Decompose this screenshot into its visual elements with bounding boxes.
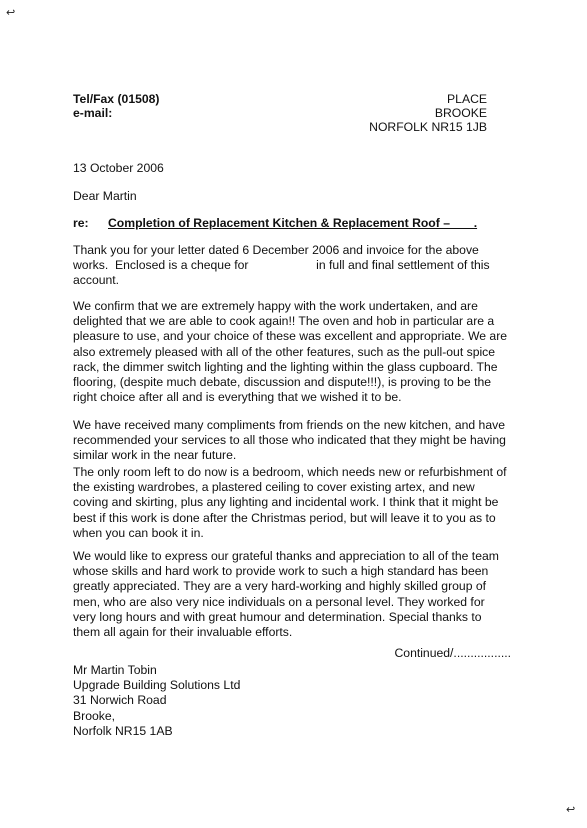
paragraph-line: coving and skirting, plus any lighting and incidental work. I think that it might be <box>73 495 499 510</box>
paragraph-line: flooring, (despite much debate, discussion and dispute!!!), is proving to be the <box>73 375 492 390</box>
paragraph-line: them all again for their invaluable efforts. <box>73 625 293 640</box>
recipient-line: Mr Martin Tobin <box>73 663 157 677</box>
scan-mark-bottom-right: ↩ <box>566 803 576 816</box>
address-line-1: PLACE <box>447 92 487 106</box>
paragraph-line: men, who are also very nice individuals on a personal level. They worked for <box>73 594 485 609</box>
paragraph-line: delighted that we are able to cook again!! The oven and hob in particular are a <box>73 314 495 329</box>
paragraph-line: also extremely pleased with all of the other features, such as the pull-out spice <box>73 344 496 359</box>
paragraph-line: We would like to express our grateful thanks and appreciation to all of the team <box>73 549 499 563</box>
email-label: e-mail: <box>73 106 113 120</box>
paragraph-line: Thank you for your letter dated 6 December 2006 and invoice for the above <box>73 243 479 257</box>
paragraph-line: recommended your services to all those who indicated that they might be having <box>73 433 506 448</box>
recipient-line: Norfolk NR15 1AB <box>73 723 173 738</box>
paragraph-line: The only room left to do now is a bedroom, which needs new or refurbishment of <box>73 465 507 479</box>
paragraph-line: greatly appreciated. They are a very hard-working and highly skilled group of <box>73 579 487 594</box>
address-line-3: NORFOLK NR15 1JB <box>369 120 487 134</box>
paragraph-line: account. <box>73 273 120 288</box>
paragraph-line: best if this work is done after the Christmas period, but will leave it to you as to <box>73 510 496 525</box>
paragraph-line: right choice after all and is everything that we wished it to be. <box>73 390 402 405</box>
subject-prefix: re: <box>73 216 89 230</box>
recipient-line: Brooke, <box>73 708 116 723</box>
recipient-line: Upgrade Building Solutions Ltd <box>73 678 241 693</box>
paragraph-confirmation <box>73 299 513 405</box>
paragraph-payment <box>73 243 513 289</box>
recipient-address <box>73 663 240 739</box>
paragraph-line: the existing wardrobes, a plastered ceiling to cover existing artex, and new <box>73 480 475 495</box>
paragraph-line: similar work in the near future. <box>73 448 237 463</box>
paragraph-compliments <box>73 418 513 464</box>
continued-note: Continued/................. <box>394 646 511 660</box>
tel-fax-label: Tel/Fax (01508) <box>73 92 160 106</box>
paragraph-thanks <box>73 549 513 640</box>
paragraph-bedroom <box>73 465 513 541</box>
subject-line: Completion of Replacement Kitchen & Replacement Roof – _ _ . <box>108 216 478 230</box>
recipient-line: 31 Norwich Road <box>73 693 167 708</box>
address-line-2: BROOKE <box>434 106 487 120</box>
salutation: Dear Martin <box>73 189 137 203</box>
paragraph-line: works. Enclosed is a cheque for in full and final settlement of this <box>73 258 490 273</box>
paragraph-line: pleasure to use, and your choice of these was excellent and appropriate. We are <box>73 329 508 344</box>
letter-date: 13 October 2006 <box>73 161 164 175</box>
scan-mark-top-left: ↩ <box>6 6 16 19</box>
paragraph-line: We confirm that we are extremely happy with the work undertaken, and are <box>73 299 478 313</box>
paragraph-line: rack, the dimmer switch lighting and the lighting within the glass cupboard. The <box>73 359 498 374</box>
paragraph-line: very long hours and with great humour and determination. Special thanks to <box>73 609 482 624</box>
paragraph-line: We have received many compliments from friends on the new kitchen, and have <box>73 418 505 432</box>
paragraph-line: whose skills and hard work to provide work to such a high standard has been <box>73 564 489 579</box>
paragraph-line: when you can book it in. <box>73 525 204 540</box>
